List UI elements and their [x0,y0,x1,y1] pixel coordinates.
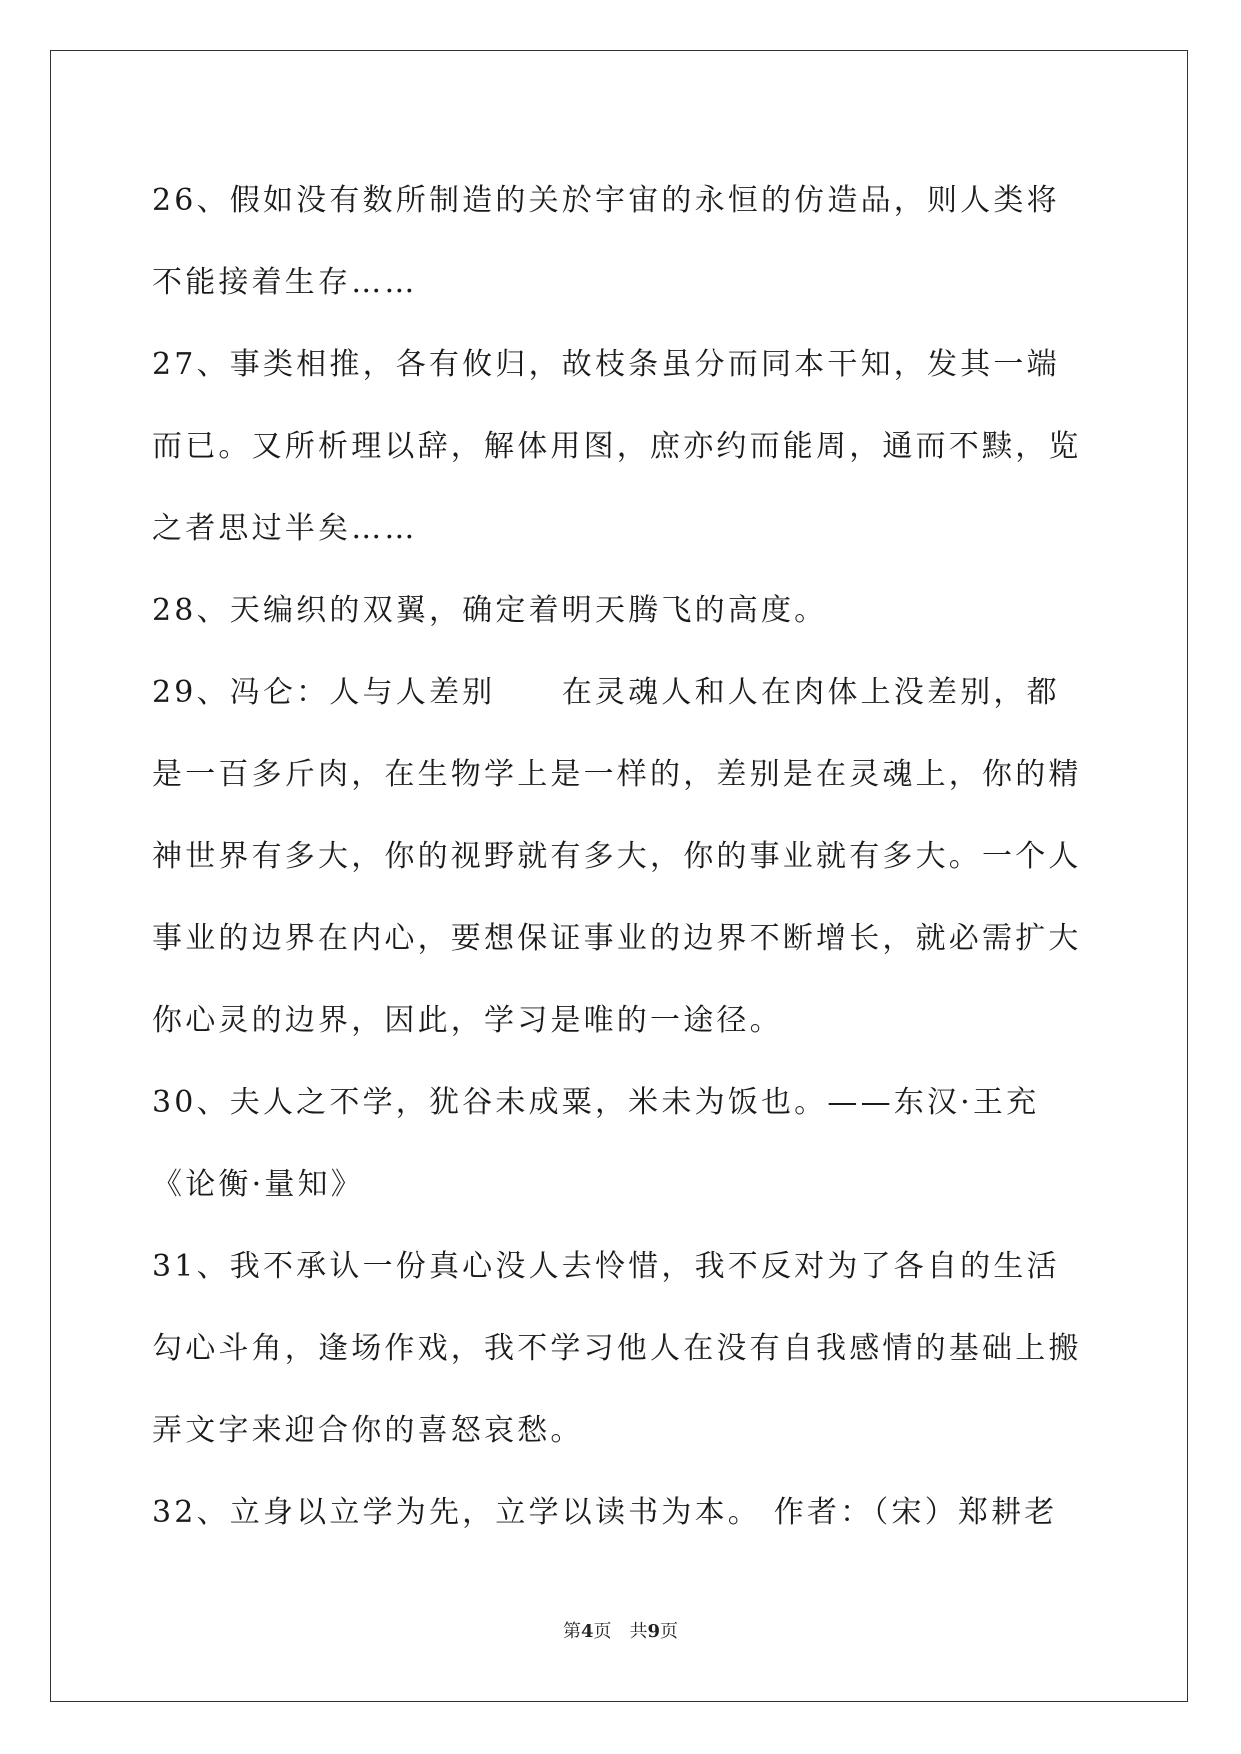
paragraph-26: 26、假如没有数所制造的关於宇宙的永恒的仿造品，则人类将不能接着生存…… [152,183,1060,300]
page-suffix: 页 共 [593,1621,648,1642]
page-footer [0,1617,1241,1643]
paragraph-29: 29、冯仑：人与人差别 在灵魂人和人在肉体上没差别，都是一百多斤肉，在生物学上是一样的，差别是在灵魂上，你的精神世界有多大，你的视野就有多大，你的事业就有多大。一个人事业的边界在内心，要想保证事业的边界不断增长，就必需扩大你心灵的边界，因此，学习是唯的一途径。 [152,675,1082,1038]
total-pages: 9 [647,1621,661,1642]
paragraph-30: 30、夫人之不学，犹谷未成粟，米未为饭也。——东汉·王充《论衡·量知》 [152,1085,1040,1202]
document-body [152,160,1092,1554]
paragraph-28: 28、天编织的双翼，确定着明天腾飞的高度。 [152,593,828,628]
page-prefix: 第 [562,1621,581,1642]
paragraph-27: 27、事类相推，各有攸归，故枝条虽分而同本干知，发其一端而已。又所析理以辞，解体用图，庶亦约而能周，通而不黩，览之者思过半矣…… [152,347,1082,546]
paragraph-32: 32、立身以立学为先，立学以读书为本。 作者：（宋）郑耕老 [152,1495,1058,1530]
paragraph-31: 31、我不承认一份真心没人去怜惜，我不反对为了各自的生活勾心斗角，逢场作戏，我不学习他人在没有自我感情的基础上搬弄文字来迎合你的喜怒哀愁。 [152,1249,1082,1448]
total-suffix: 页 [660,1621,679,1642]
page-number: 4 [580,1621,594,1642]
